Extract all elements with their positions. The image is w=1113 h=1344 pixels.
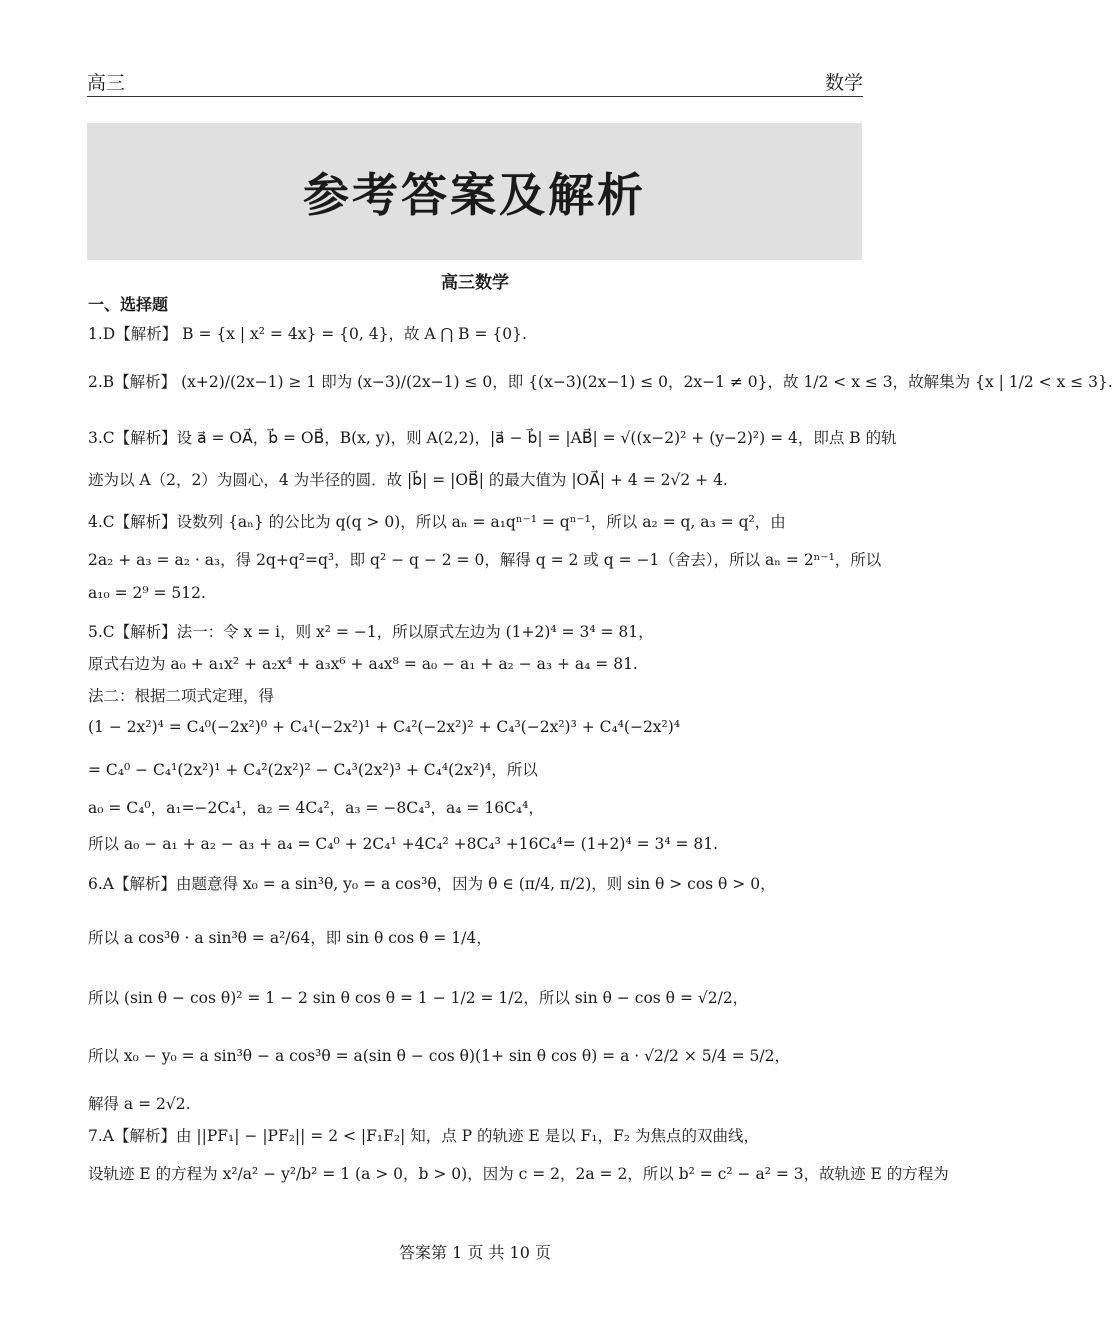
solution-line: 2a₂ + a₃ = a₂ · a₃，得 2q+q²=q³，即 q² − q − 2 = 0，解得 q = 2 或 q = −1（舍去），所以 aₙ = 2ⁿ⁻¹，所以 — [88, 551, 882, 569]
page-footer: 答案第 1 页 共 10 页 — [399, 1243, 551, 1262]
solution-line: 2.B【解析】 (x+2)/(2x−1) ≥ 1 即为 (x−3)/(2x−1) ≤ 0，即 {(x−3)(2x−1) ≤ 0，2x−1 ≠ 0}，故 1/2 < x ≤ 3，故解集为 {x | 1/2 < x ≤ 3}. — [88, 373, 1113, 391]
solution-line: 6.A【解析】由题意得 x₀ = a sin³θ, y₀ = a cos³θ，因为 θ ∈ (π/4, π/2)，则 sin θ > cos θ > 0， — [88, 875, 776, 893]
page-header — [87, 66, 863, 97]
header-subject: 数学 — [824, 72, 863, 94]
solution-line: 法二：根据二项式定理，得 — [88, 687, 275, 705]
title-banner — [87, 123, 862, 260]
solution-line: a₁₀ = 2⁹ = 512. — [88, 584, 206, 602]
solution-line: 解得 a = 2√2. — [88, 1095, 191, 1113]
header-grade: 高三 — [87, 72, 126, 94]
solution-line: 7.A【解析】由 ||PF₁| − |PF₂|| = 2 < |F₁F₂| 知，点 P 的轨迹 E 是以 F₁，F₂ 为焦点的双曲线， — [88, 1127, 759, 1145]
solution-line: = C₄⁰ − C₄¹(2x²)¹ + C₄²(2x²)² − C₄³(2x²)³ + C₄⁴(2x²)⁴，所以 — [88, 761, 538, 779]
solution-line: a₀ = C₄⁰，a₁=−2C₄¹，a₂ = 4C₄²，a₃ = −8C₄³，a₄ = 16C₄⁴， — [88, 799, 544, 817]
solution-line: 3.C【解析】设 a⃗ = OA⃗，b⃗ = OB⃗，B(x, y)，则 A(2,2)，|a⃗ − b⃗| = |AB⃗| = √((x−2)² + (y−2)²) = 4，即点 B 的轨 — [88, 429, 897, 447]
solution-line: 所以 x₀ − y₀ = a sin³θ − a cos³θ = a(sin θ − cos θ)(1+ sin θ cos θ) = a · √2/2 × 5/4 = 5/2， — [88, 1047, 790, 1065]
solution-line: 迹为以 A（2，2）为圆心，4 为半径的圆．故 |b⃗| = |OB⃗| 的最大值为 |OA⃗| + 4 = 2√2 + 4. — [88, 471, 728, 489]
solution-line: 所以 (sin θ − cos θ)² = 1 − 2 sin θ cos θ = 1 − 1/2 = 1/2，所以 sin θ − cos θ = √2/2， — [88, 989, 749, 1007]
solution-line: 4.C【解析】设数列 {aₙ} 的公比为 q(q > 0)，所以 aₙ = a₁qⁿ⁻¹ = qⁿ⁻¹，所以 a₂ = q, a₃ = q²，由 — [88, 513, 786, 531]
solution-line: 设轨迹 E 的方程为 x²/a² − y²/b² = 1 (a > 0，b > 0)，因为 c = 2，2a = 2，所以 b² = c² − a² = 3，故轨迹 E 的方程为 — [88, 1165, 949, 1183]
solution-line: 1.D【解析】 B = {x | x² = 4x} = {0, 4}，故 A ⋂ B = {0}. — [88, 325, 527, 343]
solution-line: 5.C【解析】法一：令 x = i，则 x² = −1，所以原式左边为 (1+2)⁴ = 3⁴ = 81， — [88, 623, 654, 641]
solution-line: 所以 a₀ − a₁ + a₂ − a₃ + a₄ = C₄⁰ + 2C₄¹ +4C₄² +8C₄³ +16C₄⁴= (1+2)⁴ = 3⁴ = 81. — [88, 835, 719, 853]
solution-line: (1 − 2x²)⁴ = C₄⁰(−2x²)⁰ + C₄¹(−2x²)¹ + C₄²(−2x²)² + C₄³(−2x²)³ + C₄⁴(−2x²)⁴ — [88, 718, 681, 736]
solution-line: 原式右边为 a₀ + a₁x² + a₂x⁴ + a₃x⁶ + a₄x⁸ = a₀ − a₁ + a₂ − a₃ + a₄ = 81. — [88, 655, 638, 673]
section-title: 一、选择题 — [88, 295, 169, 314]
solution-line: 所以 a cos³θ · a sin³θ = a²/64，即 sin θ cos θ = 1/4， — [88, 929, 492, 947]
banner-title: 参考答案及解析 — [303, 167, 646, 222]
subject-title: 高三数学 — [441, 273, 509, 293]
